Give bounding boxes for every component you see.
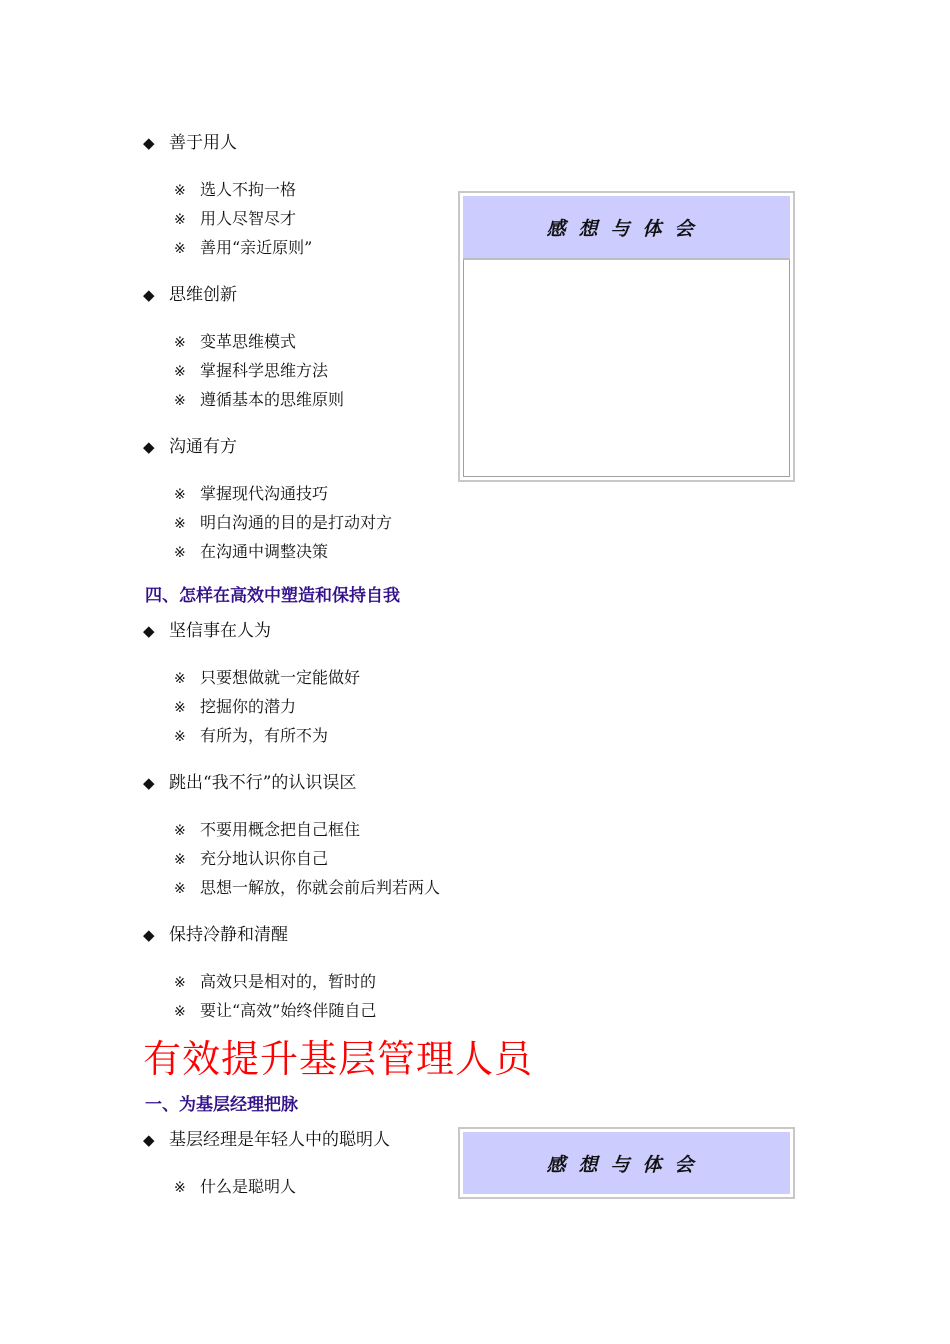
sub-item-text: 变革思维模式 bbox=[200, 332, 297, 351]
sub-item bbox=[174, 972, 376, 993]
bullet-item bbox=[143, 285, 237, 305]
sub-item bbox=[174, 820, 360, 841]
bullet-item bbox=[143, 1130, 390, 1150]
sub-item-text: 在沟通中调整决策 bbox=[200, 542, 329, 561]
reference-mark-icon: ※ bbox=[174, 335, 186, 351]
sub-item bbox=[174, 390, 344, 411]
sub-item bbox=[174, 668, 360, 689]
sub-item-text: 只要想做就一定能做好 bbox=[200, 668, 361, 687]
bullet-item bbox=[143, 437, 237, 457]
sub-item bbox=[174, 542, 328, 563]
reference-mark-icon: ※ bbox=[174, 241, 186, 257]
reference-mark-icon: ※ bbox=[174, 1004, 186, 1020]
reference-mark-icon: ※ bbox=[174, 881, 186, 897]
reference-mark-icon: ※ bbox=[174, 671, 186, 687]
sub-item bbox=[174, 209, 296, 230]
notes-box-header: 感想与体会 bbox=[463, 1132, 790, 1194]
sub-item-text: 不要用概念把自己框住 bbox=[200, 820, 361, 839]
reference-mark-icon: ※ bbox=[174, 700, 186, 716]
reference-mark-icon: ※ bbox=[174, 393, 186, 409]
bullet-title: 思维创新 bbox=[169, 285, 237, 305]
sub-item bbox=[174, 361, 328, 382]
reference-mark-icon: ※ bbox=[174, 975, 186, 991]
sub-item bbox=[174, 513, 392, 534]
sub-item-text: 高效只是相对的，暂时的 bbox=[200, 972, 377, 991]
bullet-item bbox=[143, 773, 356, 793]
reference-mark-icon: ※ bbox=[174, 729, 186, 745]
sub-item-text: 什么是聪明人 bbox=[200, 1177, 297, 1196]
sub-item-text: 充分地认识你自己 bbox=[200, 849, 329, 868]
sub-item-text: 用人尽智尽才 bbox=[200, 209, 297, 228]
sub-item bbox=[174, 726, 328, 747]
diamond-bullet-icon: ◆ bbox=[143, 926, 155, 944]
section-heading: 四、怎样在高效中塑造和保持自我 bbox=[145, 586, 400, 606]
reference-mark-icon: ※ bbox=[174, 183, 186, 199]
reference-mark-icon: ※ bbox=[174, 516, 186, 532]
sub-item-text: 有所为，有所不为 bbox=[200, 726, 329, 745]
sub-item bbox=[174, 332, 296, 353]
bullet-title: 善于用人 bbox=[169, 133, 237, 153]
sub-item bbox=[174, 238, 312, 259]
diamond-bullet-icon: ◆ bbox=[143, 438, 155, 456]
bullet-title: 基层经理是年轻人中的聪明人 bbox=[169, 1130, 390, 1150]
diamond-bullet-icon: ◆ bbox=[143, 1131, 155, 1149]
sub-item-text: 要让“高效”始终伴随自己 bbox=[200, 1001, 377, 1020]
sub-item-text: 掌握科学思维方法 bbox=[200, 361, 329, 380]
reference-mark-icon: ※ bbox=[174, 545, 186, 561]
reference-mark-icon: ※ bbox=[174, 212, 186, 228]
diamond-bullet-icon: ◆ bbox=[143, 134, 155, 152]
notes-box bbox=[458, 1127, 795, 1199]
bullet-title: 保持冷静和清醒 bbox=[169, 925, 288, 945]
sub-item bbox=[174, 484, 328, 505]
chapter-title: 有效提升基层管理人员 bbox=[143, 1037, 534, 1081]
sub-item bbox=[174, 849, 328, 870]
reference-mark-icon: ※ bbox=[174, 823, 186, 839]
notes-box bbox=[458, 191, 795, 482]
sub-item bbox=[174, 1001, 376, 1022]
sub-item bbox=[174, 878, 440, 899]
notes-box-header: 感想与体会 bbox=[463, 196, 790, 260]
sub-item-text: 遵循基本的思维原则 bbox=[200, 390, 345, 409]
reference-mark-icon: ※ bbox=[174, 1180, 186, 1196]
section-heading: 一、为基层经理把脉 bbox=[145, 1095, 298, 1115]
bullet-title: 坚信事在人为 bbox=[169, 621, 271, 641]
diamond-bullet-icon: ◆ bbox=[143, 774, 155, 792]
sub-item-text: 掌握现代沟通技巧 bbox=[200, 484, 329, 503]
bullet-item bbox=[143, 925, 288, 945]
reference-mark-icon: ※ bbox=[174, 852, 186, 868]
bullet-item bbox=[143, 133, 237, 153]
reference-mark-icon: ※ bbox=[174, 364, 186, 380]
sub-item-text: 善用“亲近原则” bbox=[200, 238, 313, 257]
bullet-item bbox=[143, 621, 271, 641]
diamond-bullet-icon: ◆ bbox=[143, 622, 155, 640]
sub-item bbox=[174, 697, 296, 718]
sub-item-text: 思想一解放，你就会前后判若两人 bbox=[200, 878, 441, 897]
sub-item-text: 挖掘你的潜力 bbox=[200, 697, 297, 716]
sub-item-text: 明白沟通的目的是打动对方 bbox=[200, 513, 393, 532]
bullet-title: 跳出“我不行”的认识误区 bbox=[169, 773, 357, 793]
reference-mark-icon: ※ bbox=[174, 487, 186, 503]
sub-item bbox=[174, 180, 296, 201]
sub-item-text: 选人不拘一格 bbox=[200, 180, 297, 199]
bullet-title: 沟通有方 bbox=[169, 437, 237, 457]
sub-item bbox=[174, 1177, 296, 1198]
diamond-bullet-icon: ◆ bbox=[143, 286, 155, 304]
